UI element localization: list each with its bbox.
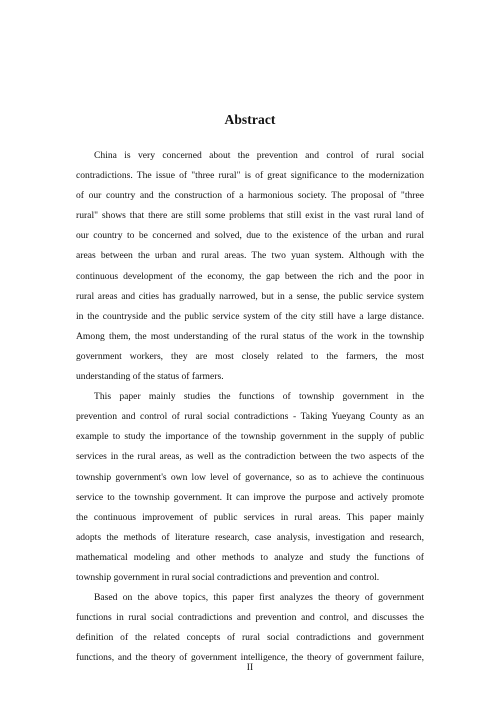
page-number: II — [246, 662, 254, 673]
paragraph-line: definition of the related concepts of rural social contradictions and government — [76, 632, 424, 644]
paragraph-line: continuous development of the economy, the gap between the rich and the poor in — [76, 270, 424, 282]
paragraph-line: functions in rural social contradictions and prevention and control, and discusses the — [76, 612, 424, 624]
paragraph-line: of our country and the construction of a harmonious society. The proposal of "three — [76, 190, 424, 202]
abstract-heading: Abstract — [224, 112, 276, 127]
paragraph-line: China is very concerned about the prevention and control of rural social — [94, 150, 424, 161]
paragraph-line: contradictions. The issue of "three rural" is of great significance to the modernization — [76, 170, 424, 182]
paragraph-line: our country to be concerned and solved, due to the existence of the urban and rural — [76, 230, 424, 242]
paragraph-line: functions, and the theory of government intelligence, the theory of government failure, — [76, 652, 424, 664]
paragraph-line: Among them, the most understanding of the rural status of the work in the township — [76, 330, 424, 342]
paragraph-line: township government in rural social contradictions and prevention and control. — [76, 571, 380, 583]
paragraph-line: rural" shows that there are still some problems that still exist in the vast rural land of — [76, 210, 424, 222]
paragraph-line: This paper mainly studies the functions of township government in the — [94, 391, 424, 403]
paragraph-2 — [76, 387, 424, 588]
paragraph-line: Based on the above topics, this paper first analyzes the theory of government — [94, 592, 424, 604]
paragraph-line: the continuous improvement of public services in rural areas. This paper mainly — [76, 511, 424, 523]
paragraph-line: areas between the urban and rural areas. The two yuan system. Although with the — [76, 250, 424, 262]
paragraph-line: adopts the methods of literature research, case analysis, investigation and research, — [76, 531, 424, 543]
paragraph-line: township government's own low level of governance, so as to achieve the continuous — [76, 471, 424, 483]
paragraph-line: example to study the importance of the township government in the supply of public — [76, 431, 424, 443]
paragraph-line: government workers, they are most closely related to the farmers, the most — [76, 350, 424, 362]
paragraph-line: in the countryside and the public service system of the city still have a large distance. — [76, 310, 424, 322]
paragraph-line: understanding of the status of farmers. — [76, 371, 224, 383]
paragraph-line: rural areas and cities has gradually narrowed, but in a sense, the public service system — [76, 290, 424, 302]
paragraph-line: mathematical modeling and other methods to analyze and study the functions of — [76, 551, 424, 563]
paragraph-line: services in the rural areas, as well as the contradiction between the two aspects of the — [76, 451, 424, 463]
paragraph-line: service to the township government. It can improve the purpose and actively promote — [76, 491, 424, 503]
paragraph-1 — [76, 146, 424, 387]
abstract-body — [76, 146, 424, 668]
paragraph-line: prevention and control of rural social contradictions - Taking Yueyang County as an — [76, 411, 424, 423]
paragraph-3 — [76, 588, 424, 668]
